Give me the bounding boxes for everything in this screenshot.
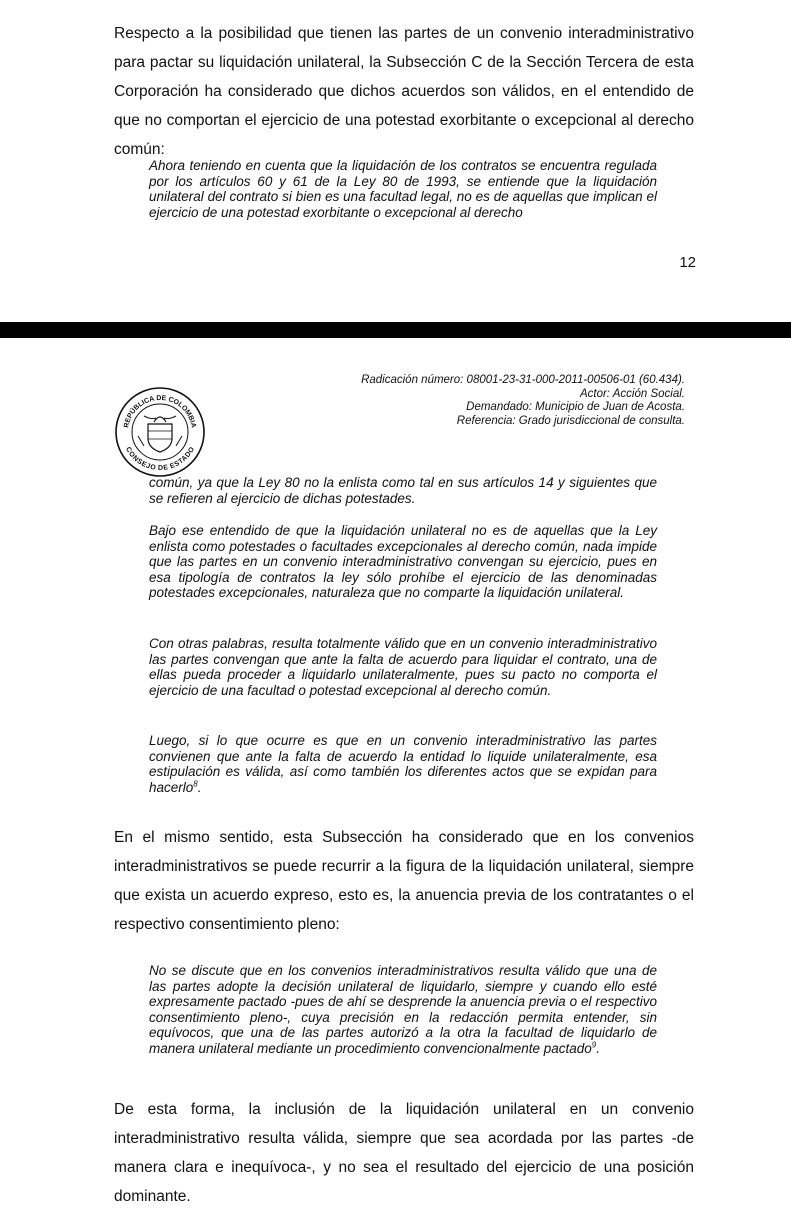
block-quote-1: común, ya que la Ley 80 no la enlista como tal en sus artículos 14 y siguientes que se refieren al ejercicio de dichas potestades.	[149, 475, 657, 506]
header-actor: Actor: Acción Social.	[579, 387, 685, 400]
block-quote-4: Luego, si lo que ocurre es que en un convenio interadministrativo las partes convienen que ante la falta de acuerdo la entidad lo liquide unilateralmente, esa estipulación es válida, así como también los diferentes actos que se expidan para hacerlo$^8$.	[149, 733, 657, 795]
document-page-13	[0, 338, 791, 1205]
footnote-ref-8: 8	[193, 779, 198, 789]
header-referencia: Referencia: Grado jurisdiccional de consulta.	[456, 414, 685, 427]
seal-top-text: REPÚBLICA DE COLOMBIA	[123, 394, 197, 429]
block-quote-5-text: No se discute que en los convenios interadministrativos resulta válido que una de las partes adopte la decisión unilateral de liquidarlo, siempre y cuando ello esté expresamente pactado -pues de ahí se desprende la anuencia previa o el respectivo consentimiento pleno-, cuya precisión en la redacción permita entender, sin equívocos, que una de las partes autorizó a la otra la facultad de liquidarlo de manera unilateral mediante un procedimiento convencionalmente pactado	[149, 963, 657, 1056]
block-quote: Ahora teniendo en cuenta que la liquidación de los contratos se encuentra regulada por los artículos 60 y 61 de la Ley 80 de 1993, se entiende que la liquidación unilateral del contrato si bien es una facultad legal, no es de aquellas que implican el ejercicio de una potestad exorbitante o excepcional al derecho	[149, 158, 657, 220]
block-quote-3: Con otras palabras, resulta totalmente válido que en un convenio interadministrativo las partes convengan que ante la falta de acuerdo para liquidar el contrato, una de ellas pueda proceder a liquidarlo unilateralmente, pues su pacto no comporta el ejercicio de una facultad o potestad excepcional al derecho común.	[149, 636, 657, 698]
case-header	[300, 374, 685, 428]
consejo-de-estado-seal	[114, 386, 206, 478]
footnote-ref-9: 9	[591, 1040, 597, 1050]
body-paragraph: Respecto a la posibilidad que tienen las partes de un convenio interadministrativo para pactar su liquidación unilateral, la Subsección C de la Sección Tercera de esta Corporación ha considerado que dichos acuerdos son válidos, en el entendido de que no comportan el ejercicio de una potestad exorbitante o excepcional al derecho común:	[114, 25, 694, 158]
document-page-12	[0, 0, 791, 322]
body-paragraph-1: En el mismo sentido, esta Subsección ha considerado que en los convenios interadministrativos se puede recurrir a la figura de la liquidación unilateral, siempre que exista un acuerdo expreso, esto es, la anuencia previa de los contratantes o el respectivo consentimiento pleno:	[114, 829, 694, 933]
block-quote-2: Bajo ese entendido de que la liquidación unilateral no es de aquellas que la Ley enlista como potestades o facultades excepcionales al derecho común, nada impide que las partes en un convenio interadministrativo convengan su ejercicio, pues en esa tipología de contratos la ley sólo prohíbe el ejercicio de las denominadas potestades excepcionales, naturaleza que no comparte la liquidación unilateral.	[149, 523, 657, 601]
seal-bottom-text: CONSEJO DE ESTADO	[123, 446, 197, 473]
body-paragraph-2: De esta forma, la inclusión de la liquidación unilateral en un convenio interadministrativo resulta válida, siempre que sea acordada por las partes -de manera clara e inequívoca-, y no sea el resultado del ejercicio de una posición dominante.	[114, 1101, 694, 1205]
block-quote-4-text: Luego, si lo que ocurre es que en un convenio interadministrativo las partes convienen que ante la falta de acuerdo la entidad lo liquide unilateralmente, esa estipulación es válida, así como también los diferentes actos que se expidan para hacerlo	[149, 733, 657, 795]
page-separator	[0, 322, 791, 338]
page-number: 12	[679, 254, 696, 271]
block-quote-5: No se discute que en los convenios interadministrativos resulta válido que una de las partes adopte la decisión unilateral de liquidarlo, siempre y cuando ello esté expresamente pactado -pues de ahí se desprende la anuencia previa o el respectivo consentimiento pleno-, cuya precisión en la redacción permita entender, sin equívocos, que una de las partes autorizó a la otra la facultad de liquidarlo de manera unilateral mediante un procedimiento convencionalmente pactado$^9$.	[149, 963, 657, 1056]
header-radicacion: Radicación número: 08001-23-31-000-2011-00506-01 (60.434).	[361, 374, 685, 386]
header-demandado: Demandado: Municipio de Juan de Acosta.	[466, 401, 685, 413]
